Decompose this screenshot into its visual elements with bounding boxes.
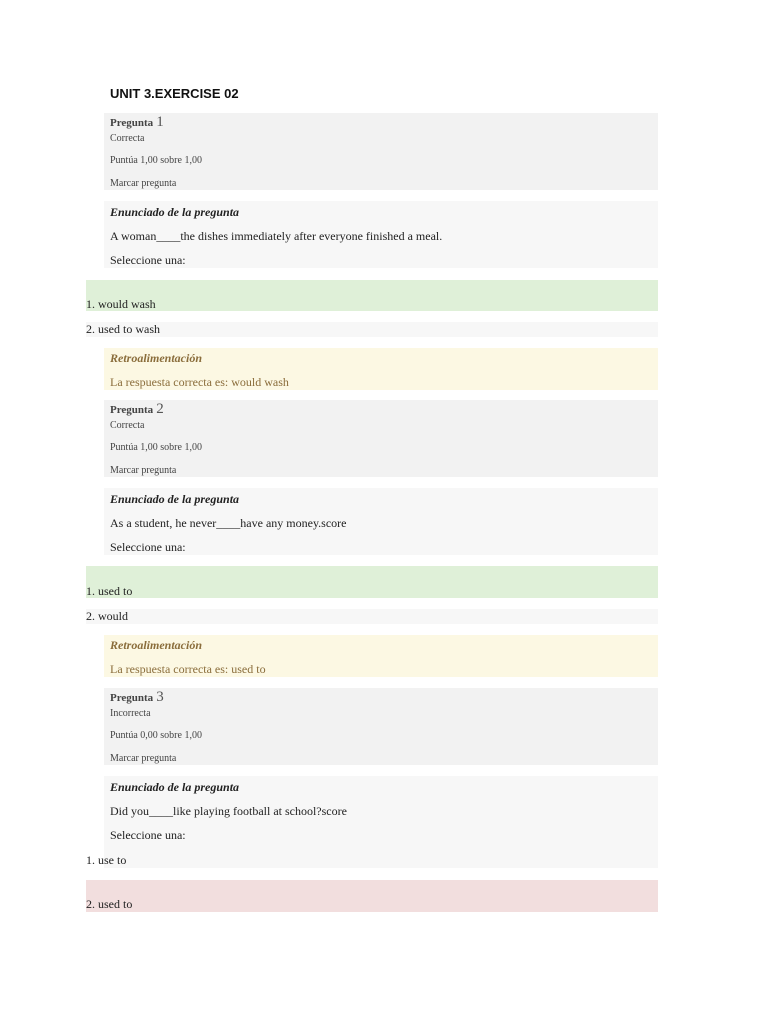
question-label: Pregunta 2 <box>110 401 164 417</box>
question-state: Correcta <box>110 133 145 144</box>
question-grade: Puntúa 0,00 sobre 1,00 <box>110 730 202 741</box>
answer-option-correct[interactable] <box>86 566 658 598</box>
option-label: 1. would wash <box>86 297 156 311</box>
feedback-box <box>104 348 658 390</box>
question-text: A woman____the dishes immediately after everyone finished a meal. <box>110 229 443 243</box>
question-body <box>104 488 658 555</box>
answer-option-correct[interactable] <box>86 280 658 311</box>
statement-heading: Enunciado de la pregunta <box>110 205 240 219</box>
option-label: 2. used to <box>86 897 133 911</box>
flag-question-link[interactable]: Marcar pregunta <box>110 465 177 476</box>
option-label: 2. would <box>86 609 128 623</box>
select-prompt: Seleccione una: <box>110 253 186 267</box>
page-title: UNIT 3.EXERCISE 02 <box>110 86 239 101</box>
question-state: Incorrecta <box>110 708 151 719</box>
option-label: 2. used to wash <box>86 322 160 336</box>
question-number: 2 <box>156 401 164 417</box>
select-prompt: Seleccione una: <box>110 828 186 842</box>
answer-option-incorrect[interactable] <box>86 880 658 912</box>
question-label: Pregunta 1 <box>110 114 164 130</box>
question-label: Pregunta 3 <box>110 689 164 705</box>
question-number: 1 <box>156 114 164 130</box>
question-info <box>104 400 658 477</box>
option-label: 1. used to <box>86 584 133 598</box>
statement-heading: Enunciado de la pregunta <box>110 492 240 506</box>
question-text: Did you____like playing football at school?score <box>110 804 347 818</box>
question-state: Correcta <box>110 420 145 431</box>
question-number: 3 <box>156 689 164 705</box>
question-body <box>104 201 658 268</box>
feedback-heading: Retroalimentación <box>110 351 203 365</box>
question-text: As a student, he never____have any money.score <box>110 516 347 530</box>
question-info <box>104 113 658 190</box>
feedback-box <box>104 635 658 677</box>
answer-option[interactable] <box>86 322 658 337</box>
answer-option[interactable] <box>86 609 658 624</box>
feedback-text: La respuesta correcta es: would wash <box>110 375 289 389</box>
flag-question-link[interactable]: Marcar pregunta <box>110 753 177 764</box>
answer-option[interactable] <box>86 853 658 868</box>
feedback-text: La respuesta correcta es: used to <box>110 662 266 676</box>
question-grade: Puntúa 1,00 sobre 1,00 <box>110 442 202 453</box>
option-label: 1. use to <box>86 853 127 867</box>
flag-question-link[interactable]: Marcar pregunta <box>110 178 177 189</box>
select-prompt: Seleccione una: <box>110 540 186 554</box>
statement-heading: Enunciado de la pregunta <box>110 780 240 794</box>
feedback-heading: Retroalimentación <box>110 638 203 652</box>
question-info <box>104 688 658 765</box>
question-grade: Puntúa 1,00 sobre 1,00 <box>110 155 202 166</box>
